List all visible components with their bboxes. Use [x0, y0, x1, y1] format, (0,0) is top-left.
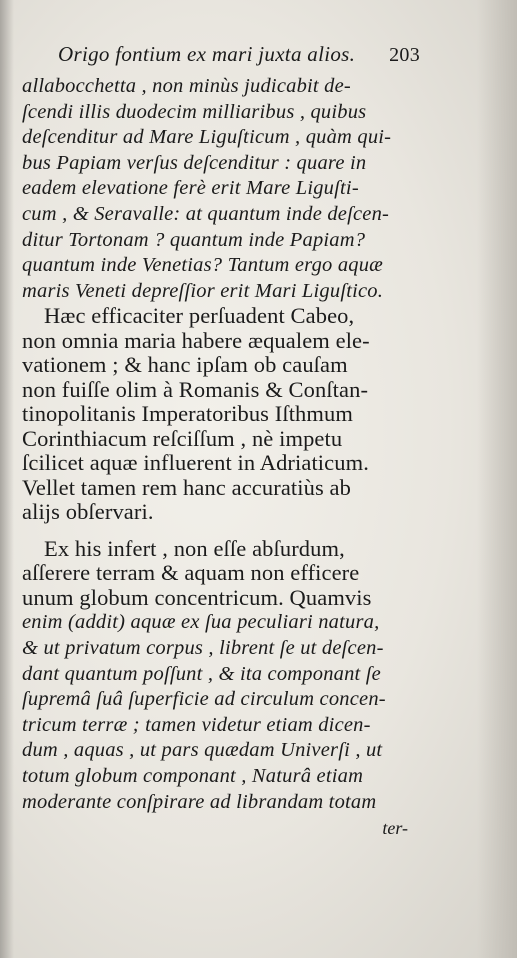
text-line: Hæc efficaciter perſuadent Cabeo,	[44, 303, 355, 329]
gutter-shadow	[0, 0, 14, 958]
text-block	[22, 40, 420, 841]
text-line: deſcenditur ad Mare Liguſticum , quàm qui-	[22, 126, 392, 149]
body-text	[22, 74, 412, 815]
text-line: eadem elevatione ferè erit Mare Liguſti-	[22, 177, 359, 200]
text-line: quantum inde Venetias? Tantum ergo aquæ	[22, 254, 384, 277]
text-line: dum , aquas , ut pars quædam Univerſi , ut	[22, 739, 383, 762]
text-line: aſſerere terram & aquam non efficere	[22, 560, 360, 586]
text-line: tricum terræ ; tamen videtur etiam dicen-	[22, 713, 371, 736]
text-line: cum , & Seravalle: at quantum inde deſcen-	[22, 202, 390, 225]
text-line: Ex his infert , non eſſe abſurdum,	[44, 535, 345, 561]
page-header	[22, 40, 420, 74]
text-line: ſcilicet aquæ influerent in Adriaticum.	[22, 450, 369, 476]
text-line: Corinthiacum reſciſſum , nè impetu	[22, 425, 343, 451]
text-line: non omnia maria habere æqualem ele-	[22, 327, 370, 353]
text-line: alijs obſervari.	[22, 499, 154, 525]
text-line: & ut privatum corpus , librent ſe ut deſcen-	[22, 636, 384, 659]
text-line: vationem ; & hanc ipſam ob cauſam	[22, 352, 348, 378]
text-line: non fuiſſe olim à Romanis & Conſtan-	[22, 376, 369, 402]
text-line: tinopolitanis Imperatoribus Iſthmum	[22, 401, 353, 427]
text-line: enim (addit) aquæ ex ſua peculiari natura,	[22, 611, 380, 634]
text-line: ſupremâ ſuâ ſuperficie ad circulum concen-	[22, 688, 386, 711]
text-line: Vellet tamen rem hanc accuratiùs ab	[22, 474, 351, 500]
text-line: ſcendi illis duodecim milliaribus , quibus	[22, 100, 367, 123]
text-line: ditur Tortonam ? quantum inde Papiam?	[22, 228, 366, 251]
page-edge-shadow	[477, 0, 517, 958]
text-line: totum globum componant , Naturâ etiam	[22, 764, 364, 787]
text-line: dant quantum poſſunt , & ita componant ſe	[22, 662, 381, 685]
text-line: maris Veneti depreſſior erit Mari Liguſtico.	[22, 279, 384, 302]
catchword: ter-	[382, 818, 408, 839]
running-title: Origo fontium ex mari juxta alios.	[58, 42, 356, 66]
text-line: bus Papiam verſus deſcenditur : quare in	[22, 151, 367, 174]
page-number: 203	[389, 44, 420, 66]
text-line: moderante conſpirare ad librandam totam	[22, 790, 377, 813]
text-line: allabocchetta , non minùs judicabit de-	[22, 75, 351, 97]
text-line: unum globum concentricum. Quamvis	[22, 584, 372, 610]
